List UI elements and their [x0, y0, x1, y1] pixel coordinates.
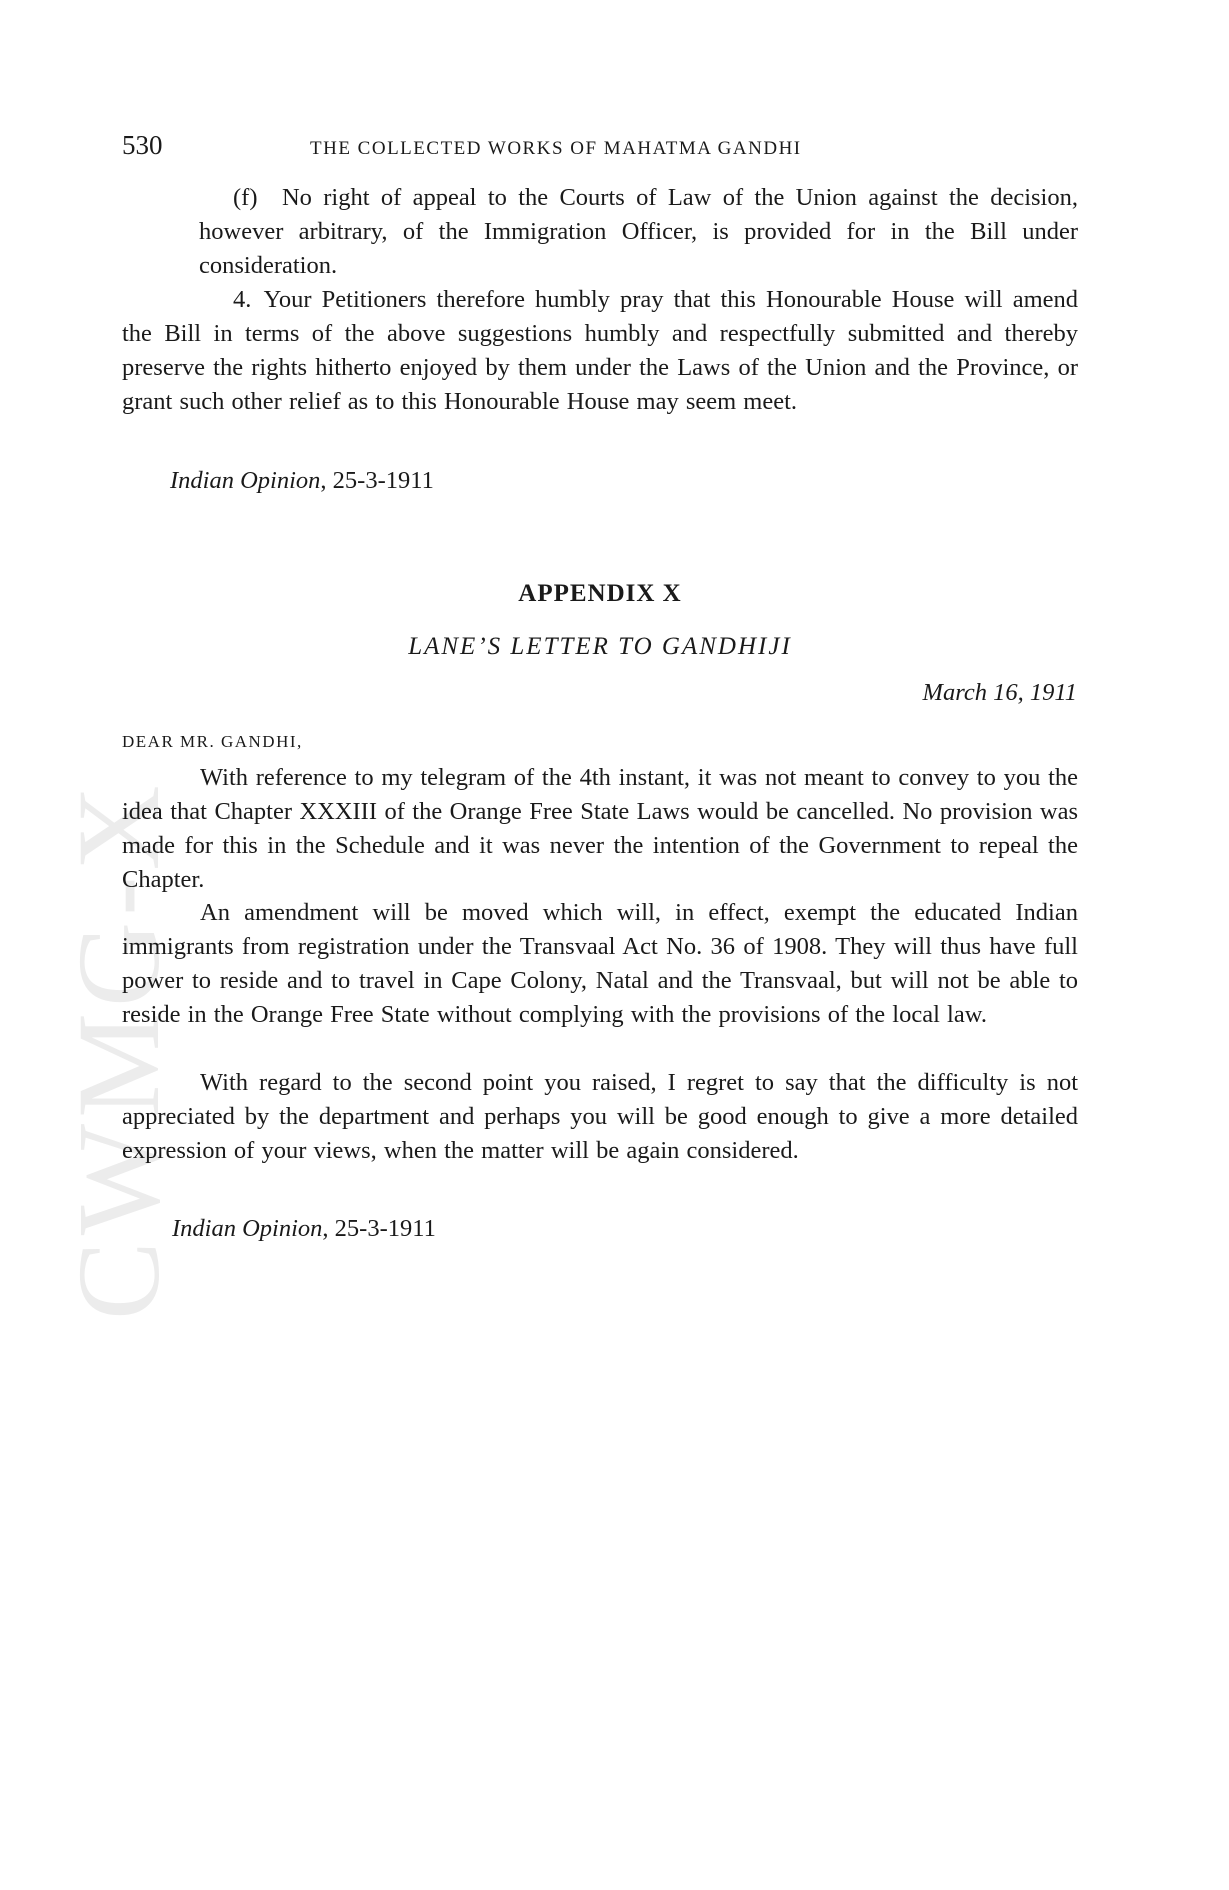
letter-paragraph: An amendment will be moved which will, in effect, exempt the educated Indian immigrants from registration under the Transvaal Act No. 36 of 1908. They will thus have full power to reside and to travel in Cape Colony, Natal and the Transvaal, but will not be able to reside in the Orange Free State without complying with the provisions of the local law. [122, 899, 1078, 1028]
source-publication: Indian Opinion [172, 1215, 323, 1242]
petition-clause-f: (f) No right of appeal to the Courts of Law of the Union against the decision, however arbitrary, of the Immigration Officer, is provided for in the Bill under consideration. [199, 184, 1078, 279]
letter-source [172, 1215, 436, 1243]
petition-clause-4: 4. Your Petitioners therefore humbly pray that this Honourable House will amend the Bill in terms of the above suggestions humbly and respectfully submitted and thereby preserve the rights hitherto enjoyed by them under the Laws of the Union and the Province, or grant such other relief as to this Honourable House may seem meet. [122, 286, 1078, 415]
running-title: THE COLLECTED WORKS OF MAHATMA GANDHI [310, 138, 802, 159]
letter-paragraph: With reference to my telegram of the 4th instant, it was not meant to convey to you the idea that Chapter XXXIII of the Orange Free State Laws would be cancelled. No provision was made for this in the Schedule and it was never the intention of the Government to repeal the Chapter. [122, 764, 1078, 893]
source-date: , 25-3-1911 [320, 467, 434, 494]
letter-paragraph: With regard to the second point you raised, I regret to say that the difficulty is not appreciated by the department and perhaps you will be good enough to give a more detailed expression of your views, when the matter will be again considered. [122, 1069, 1078, 1164]
letter-salutation: DEAR MR. GANDHI, [122, 732, 303, 751]
running-head [122, 130, 1078, 170]
appendix-subtitle: LANE’S LETTER TO GANDHIJI [408, 633, 792, 660]
page-number: 530 [122, 130, 163, 160]
petition-source [170, 467, 434, 495]
letter-date: March 16, 1911 [922, 679, 1077, 706]
watermark-text: CWMG-X [70, 779, 180, 1320]
appendix-heading: APPENDIX X [518, 580, 682, 607]
source-date: , 25-3-1911 [322, 1215, 436, 1242]
source-publication: Indian Opinion [170, 467, 321, 494]
